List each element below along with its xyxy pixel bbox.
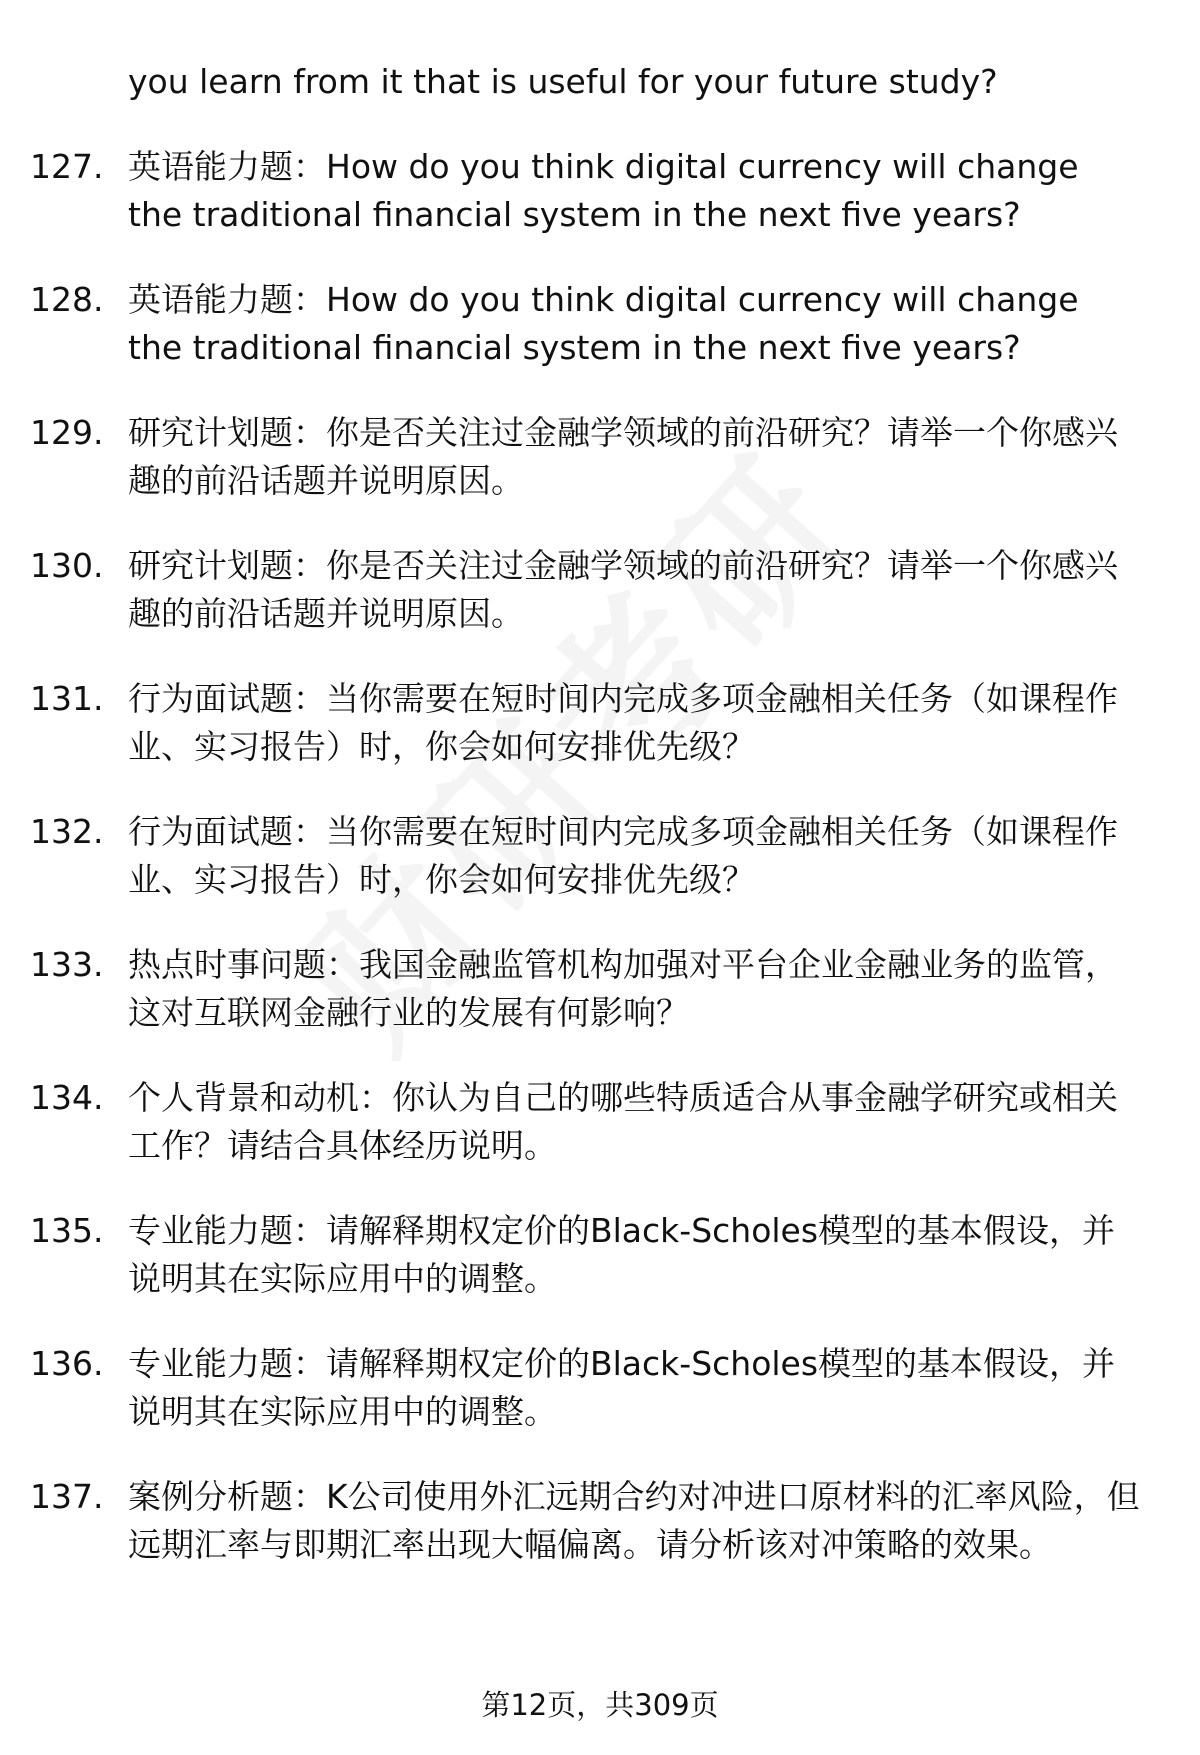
- question-number: 134.: [30, 1078, 104, 1117]
- page-footer: 第12页，共309页: [481, 1688, 719, 1722]
- question-item: [30, 143, 1140, 239]
- question-number: 135.: [30, 1211, 104, 1250]
- question-item: [30, 1074, 1140, 1170]
- question-text: 行为面试题：当你需要在短时间内完成多项金融相关任务（如课程作业、实习报告）时，你会如何安排优先级？: [128, 679, 1118, 766]
- question-number: 136.: [30, 1344, 104, 1383]
- question-text: 个人背景和动机：你认为自己的哪些特质适合从事金融学研究或相关工作？请结合具体经历说明。: [128, 1078, 1118, 1165]
- question-text: 研究计划题：你是否关注过金融学领域的前沿研究？请举一个你感兴趣的前沿话题并说明原因。: [128, 413, 1118, 500]
- question-number: 128.: [30, 280, 104, 319]
- question-item: [30, 1207, 1140, 1303]
- question-text: 专业能力题：请解释期权定价的Black-Scholes模型的基本假设，并说明其在实际应用中的调整。: [128, 1211, 1116, 1298]
- question-text: 案例分析题：K公司使用外汇远期合约对冲进口原材料的汇率风险，但远期汇率与即期汇率出现大幅偏离。请分析该对冲策略的效果。: [128, 1477, 1140, 1564]
- question-text: 英语能力题：How do you think digital currency will change the traditional financial system in the next five years?: [128, 147, 1079, 234]
- question-item: [30, 542, 1140, 638]
- continued-question-text: you learn from it that is useful for your future study?: [128, 62, 998, 101]
- question-text: 热点时事问题：我国金融监管机构加强对平台企业金融业务的监管，这对互联网金融行业的发展有何影响？: [128, 945, 1118, 1032]
- question-item: [30, 409, 1140, 505]
- question-item: [30, 808, 1140, 904]
- question-number: 132.: [30, 812, 104, 851]
- question-item: [30, 1340, 1140, 1436]
- question-number: 129.: [30, 413, 104, 452]
- question-item: [30, 941, 1140, 1037]
- question-text: 专业能力题：请解释期权定价的Black-Scholes模型的基本假设，并说明其在实际应用中的调整。: [128, 1344, 1116, 1431]
- question-text: 研究计划题：你是否关注过金融学领域的前沿研究？请举一个你感兴趣的前沿话题并说明原因。: [128, 546, 1118, 633]
- question-number: 127.: [30, 147, 104, 186]
- question-item: [30, 675, 1140, 771]
- question-number: 133.: [30, 945, 104, 984]
- question-item: [30, 1473, 1140, 1569]
- question-number: 137.: [30, 1477, 104, 1516]
- question-text: 英语能力题：How do you think digital currency will change the traditional financial system in the next five years?: [128, 280, 1079, 367]
- question-number: 130.: [30, 546, 104, 585]
- question-item: [30, 276, 1140, 372]
- question-number: 131.: [30, 679, 104, 718]
- question-text: 行为面试题：当你需要在短时间内完成多项金融相关任务（如课程作业、实习报告）时，你会如何安排优先级？: [128, 812, 1118, 899]
